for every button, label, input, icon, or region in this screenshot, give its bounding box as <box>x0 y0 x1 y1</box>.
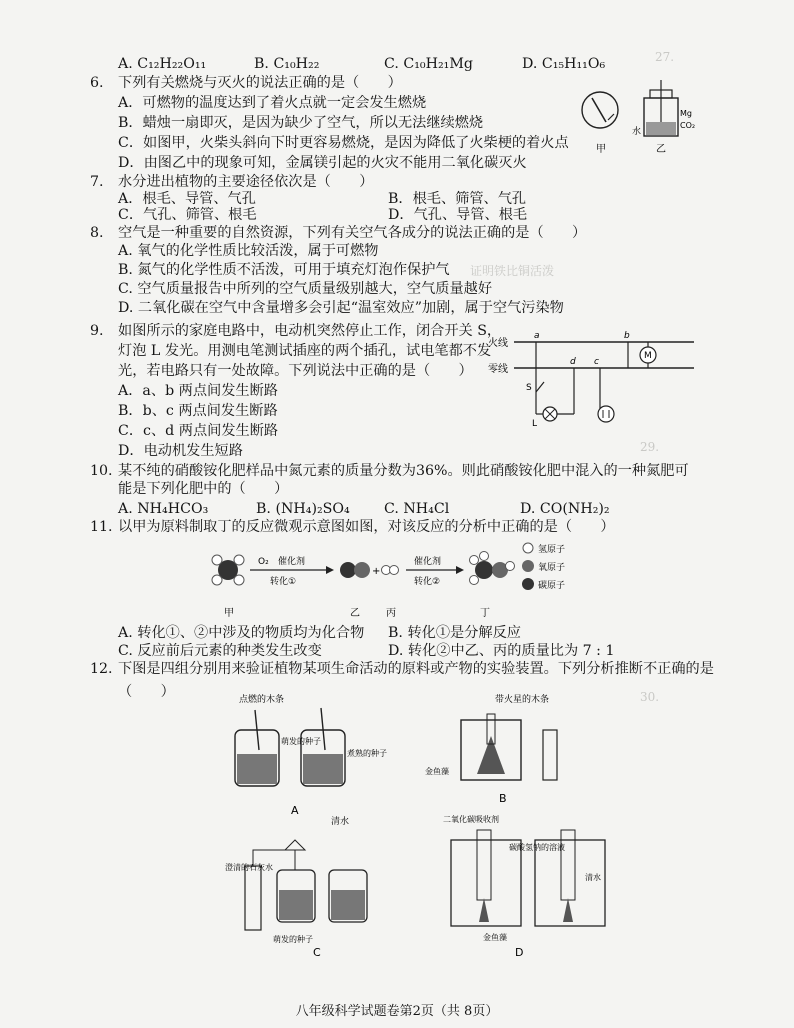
q6-option-d: D．由图乙中的现象可知，金属镁引起的火灾不能用二氧化碳灭火 <box>118 155 527 171</box>
q12-answer-paren: （ ） <box>118 684 175 700</box>
q10-option-d: D. CO(NH₂)₂ <box>520 501 610 517</box>
label-c: C <box>313 946 321 959</box>
fig-label-co2: CO₂ <box>680 121 696 130</box>
q10-option-a: A. NH₄HCO₃ <box>118 501 209 517</box>
b-plant-label: 金鱼藻 <box>425 767 449 776</box>
d-absorb-label: 二氧化碳吸收剂 <box>443 815 499 824</box>
q11-option-a: A. 转化①、②中涉及的物质均为化合物 <box>118 625 365 641</box>
q9-option-c: C．c、d 两点间发生断路 <box>118 423 279 439</box>
legend-oxygen-icon <box>522 560 534 572</box>
label-a: A <box>291 804 299 817</box>
fig-label-jia: 甲 <box>596 144 606 155</box>
label-bing: 丙 <box>386 608 396 619</box>
label-conversion-2: 转化② <box>414 577 441 587</box>
label-yi: 乙 <box>350 608 360 619</box>
q8-option-d: D. 二氧化碳在空气中含量增多会引起“温室效应”加剧，属于空气污染物 <box>118 300 564 316</box>
q7-option-a: A．根毛、导管、气孔 <box>118 191 256 207</box>
b-stick-label: 带火星的木条 <box>495 695 550 705</box>
page-footer: 八年级科学试题卷第2页（共 8页） <box>295 1004 499 1019</box>
fig-label-mg: Mg <box>680 109 692 118</box>
q10-number: 10. <box>90 463 113 479</box>
c-water-label: 清水 <box>331 817 350 827</box>
q6-figure <box>578 76 698 158</box>
point-b-label: b <box>624 331 630 341</box>
motor-label: M <box>644 351 652 361</box>
q9-stem-2: 灯泡 L 发光。用测电笔测试插座的两个插孔，试电笔都不发 <box>118 343 492 359</box>
q5-option-b: B. C₁₀H₂₂ <box>254 56 320 72</box>
legend-carbon: 碳原子 <box>538 581 566 591</box>
q8-stem: 8. 空气是一种重要的自然资源，下列有关空气各成分的说法正确的是（ ） <box>90 225 587 241</box>
label-o2: O₂ <box>258 557 269 567</box>
c-seed-label: 萌发的种子 <box>273 935 313 944</box>
legend-hydrogen: 氢原子 <box>538 545 566 555</box>
q10-option-b: B. (NH₄)₂SO₄ <box>256 501 350 517</box>
q10-stem-2: 能是下列化肥中的（ ） <box>118 481 289 497</box>
point-a-label: a <box>534 331 540 341</box>
label-jia: 甲 <box>224 608 234 619</box>
label-conversion-1: 转化① <box>270 577 297 587</box>
q11-number: 11. <box>90 519 113 535</box>
q11-option-d: D. 转化②中乙、丙的质量比为 7 : 1 <box>388 643 615 659</box>
bleed-text: 27. <box>655 50 675 64</box>
q8-option-c: C. 空气质量报告中所列的空气质量级别越大，空气质量越好 <box>118 281 493 297</box>
fig-label-water: 水 <box>632 127 642 137</box>
q12-apparatus-figure <box>225 690 615 1000</box>
a-stick-label: 点燃的木条 <box>239 695 285 705</box>
c-lime-label: 澄清的石灰水 <box>225 863 273 872</box>
d-plant-label: 金鱼藻 <box>483 933 507 942</box>
bleed-text: 29. <box>640 440 660 454</box>
legend-oxygen: 氧原子 <box>538 563 566 573</box>
label-d: D <box>515 946 524 959</box>
q6-option-a: A．可燃物的温度达到了着火点就一定会发生燃烧 <box>118 95 427 111</box>
label-ding: 丁 <box>480 608 490 619</box>
q9-option-d: D．电动机发生短路 <box>118 443 243 459</box>
q7-stem: 7. 水分进出植物的主要途径依次是（ ） <box>90 174 374 190</box>
bleed-text: 30. <box>640 690 660 704</box>
q11-stem: 11. 以甲为原料制取丁的反应微观示意图如图，对该反应的分析中正确的是（ ） <box>90 519 615 535</box>
lamp-label: L <box>532 419 538 428</box>
fig-label-yi: 乙 <box>656 144 666 155</box>
q12-stem: 12. 下图是四组分别用来验证植物某项生命活动的原料或产物的实验装置。下列分析推断不正确的是 <box>90 661 714 677</box>
q12-number: 12. <box>90 661 113 677</box>
label-catalyst-1: 催化剂 <box>278 557 306 567</box>
label-plus: + <box>372 566 381 577</box>
q11-reaction-figure <box>200 536 620 622</box>
legend-carbon-icon <box>522 578 534 590</box>
q7-option-b: B．根毛、筛管、气孔 <box>388 191 527 207</box>
q5-option-a: A. C₁₂H₂₂O₁₁ <box>118 56 207 72</box>
label-b: B <box>499 792 507 805</box>
q5-option-c: C. C₁₀H₂₁Mg <box>384 56 473 72</box>
q9-stem-1: 9. 如图所示的家庭电路中，电动机突然停止工作，闭合开关 S， <box>90 323 502 339</box>
q9-stem-3: 光，若电路只有一处故障。下列说法中正确的是（ ） <box>118 363 473 379</box>
d-soln-label: 碳酸氢钠的溶液 <box>509 843 565 852</box>
q11-option-c: C. 反应前后元素的种类发生改变 <box>118 643 322 659</box>
bleed-text: 证明铁比铜活泼 <box>470 264 555 278</box>
q8-number: 8. <box>90 225 104 241</box>
fig-label-live-wire: 火线 <box>488 338 508 349</box>
socket-icon <box>598 406 614 422</box>
q8-option-a: A. 氧气的化学性质比较活泼，属于可燃物 <box>118 243 379 259</box>
point-d-label: d <box>570 357 576 367</box>
q11-option-b: B. 转化①是分解反应 <box>388 625 521 641</box>
q9-circuit-figure <box>488 328 704 428</box>
switch-label: S <box>526 383 532 393</box>
q6-option-b: B．蜡烛一扇即灭，是因为缺少了空气，所以无法继续燃烧 <box>118 115 484 131</box>
fig-label-neutral-wire: 零线 <box>488 364 508 375</box>
q6-option-c: C．如图甲，火柴头斜向下时更容易燃烧，是因为降低了火柴梗的着火点 <box>118 135 569 151</box>
q6-number: 6. <box>90 75 104 91</box>
q8-option-b: B. 氮气的化学性质不活泼，可用于填充灯泡作保护气 <box>118 262 450 278</box>
q7-option-c: C．气孔、筛管、根毛 <box>118 207 257 223</box>
q9-number: 9. <box>90 323 104 339</box>
q7-option-d: D．气孔、导管、根毛 <box>388 207 528 223</box>
q9-option-a: A．a、b 两点间发生断路 <box>118 383 278 399</box>
test-tube-icon <box>245 866 261 930</box>
q10-option-c: C. NH₄Cl <box>384 501 450 517</box>
point-c-label: c <box>594 357 599 367</box>
legend-hydrogen-icon <box>523 543 533 553</box>
a-seed1-label: 萌发的种子 <box>281 737 321 746</box>
match-circle-icon <box>582 92 618 128</box>
q5-option-d: D. C₁₅H₁₁O₆ <box>522 56 606 72</box>
a-seed2-label: 煮熟的种子 <box>347 749 387 758</box>
q7-number: 7. <box>90 174 104 190</box>
label-catalyst-2: 催化剂 <box>414 557 442 567</box>
q6-stem: 6. 下列有关燃烧与灭火的说法正确的是（ ） <box>90 75 402 91</box>
d-water-label: 清水 <box>585 873 601 882</box>
q9-option-b: B．b、c 两点间发生断路 <box>118 403 278 419</box>
q10-stem-1: 10. 某不纯的硝酸铵化肥样品中氮元素的质量分数为36%。则此硝酸铵化肥中混入的一种氮肥可 <box>90 463 689 479</box>
